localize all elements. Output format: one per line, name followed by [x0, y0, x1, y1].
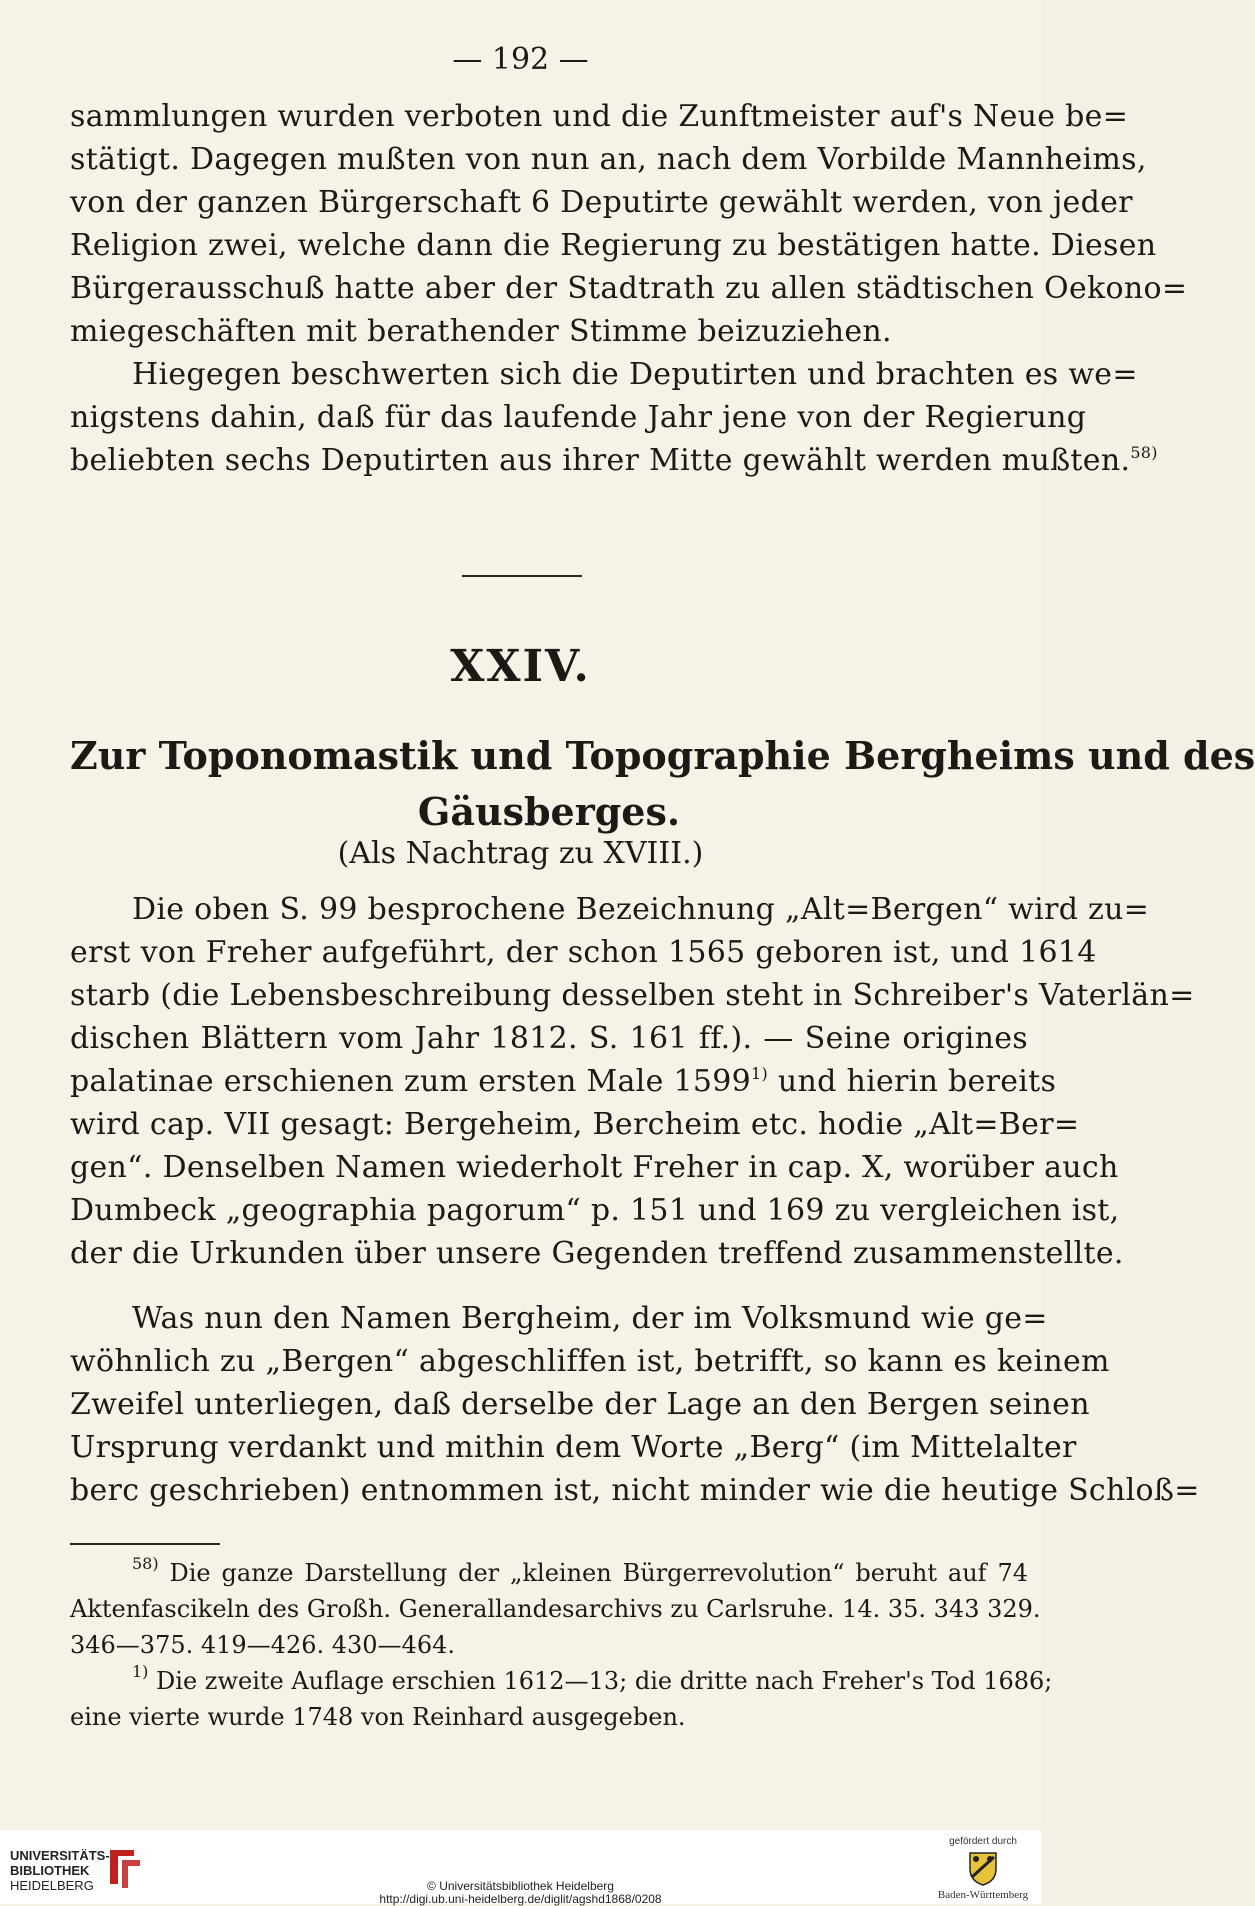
chapter-title-line: Gäusberges.: [417, 789, 681, 834]
library-name-line: BIBLIOTHEK: [10, 1863, 90, 1878]
text-line: Zweifel unterliegen, daß derselbe der Lage an den Bergen seinen: [70, 1387, 1090, 1422]
text-line: wöhnlich zu „Bergen“ abgeschliffen ist, betrifft, so kann es keinem: [70, 1344, 1110, 1379]
text-line: dischen Blättern vom Jahr 1812. S. 161 ff.). — Seine origines: [70, 1021, 1028, 1056]
footnote-mark: 1): [751, 1064, 769, 1083]
footnote-divider: [70, 1543, 220, 1545]
chapter-subtitle: (Als Nachtrag zu XVIII.): [337, 836, 704, 871]
text-line: Die oben S. 99 besprochene Bezeichnung „Alt=Bergen“ wird zu=: [132, 892, 1150, 927]
text-line: wird cap. VII gesagt: Bergeheim, Bercheim etc. hodie „Alt=Ber=: [70, 1107, 1080, 1142]
footnote-line: 346—375. 419—426. 430—464.: [70, 1631, 455, 1659]
footnote-mark: 1): [132, 1662, 149, 1681]
text-line: miegeschäften mit berathender Stimme beizuziehen.: [70, 314, 892, 349]
chapter-number: XXIV.: [450, 641, 591, 692]
copyright-notice: [0, 1880, 1041, 1906]
text-line: von der ganzen Bürgerschaft 6 Deputirte gewählt werden, von jeder: [70, 185, 1133, 220]
text-line: der die Urkunden über unsere Gegenden treffend zusammenstellte.: [70, 1236, 1124, 1271]
sponsor-block: [933, 1836, 1033, 1901]
text-line: [70, 439, 1158, 482]
copyright-text: © Universitätsbibliothek Heidelberg: [427, 1879, 614, 1893]
paragraph-4: [70, 1297, 1200, 1512]
text-line: Bürgerausschuß hatte aber der Stadtrath zu allen städtischen Oekono=: [70, 271, 1188, 306]
text-line: gen“. Denselben Namen wiederholt Freher in cap. X, worüber auch: [70, 1150, 1119, 1185]
page-number: — 192 —: [452, 42, 589, 77]
text-line: starb (die Lebensbeschreibung desselben steht in Schreiber's Vaterlän=: [70, 978, 1195, 1013]
text-span: und hierin bereits: [768, 1064, 1057, 1099]
chapter-title-line: Zur Toponomastik und Topographie Bergheims und des: [70, 733, 1255, 778]
section-divider: [462, 575, 582, 577]
text-span: beliebten sechs Deputirten aus ihrer Mitte gewählt werden mußten.: [70, 443, 1131, 478]
sponsor-state: Baden-Württemberg: [937, 1889, 1029, 1901]
footnote-line: Aktenfascikeln des Großh. Generallandesarchivs zu Carlsruhe. 14. 35. 343 329.: [70, 1595, 1041, 1623]
paragraph-1: [70, 95, 1188, 353]
text-span: Die ganze Darstellung der „kleinen Bürgerrevolution“ beruht auf 74: [158, 1559, 1028, 1587]
footnote-mark: 58): [132, 1554, 159, 1573]
paragraph-2: [70, 353, 1158, 482]
footer-bar: [0, 1830, 1041, 1904]
text-line: berc geschrieben) entnommen ist, nicht minder wie die heutige Schloß=: [70, 1473, 1200, 1508]
footnote-line: [70, 1662, 1053, 1699]
text-line: nigstens dahin, daß für das laufende Jahr jene von der Regierung: [70, 400, 1087, 435]
permalink[interactable]: http://digi.ub.uni-heidelberg.de/diglit/agshd1868/0208: [379, 1892, 662, 1906]
text-line: erst von Freher aufgeführt, der schon 1565 geboren ist, und 1614: [70, 935, 1097, 970]
text-line: Ursprung verdankt und mithin dem Worte „Berg“ (im Mittelalter: [70, 1430, 1077, 1465]
text-line: Religion zwei, welche dann die Regierung zu bestätigen hatte. Diesen: [70, 228, 1157, 263]
text-span: Die zweite Auflage erschien 1612—13; die dritte nach Freher's Tod 1686;: [148, 1667, 1053, 1695]
footnote-mark: 58): [1130, 443, 1158, 462]
sponsor-label: gefördert durch: [949, 1836, 1017, 1847]
text-line: stätigt. Dagegen mußten von nun an, nach dem Vorbilde Mannheims,: [70, 142, 1147, 177]
footnote-line: [70, 1555, 1028, 1591]
library-name-line: UNIVERSITÄTS-: [10, 1848, 110, 1863]
paragraph-3: [70, 888, 1195, 1275]
text-span: palatinae erschienen zum ersten Male 1599: [70, 1064, 752, 1099]
library-name-line: HEIDELBERG: [10, 1878, 94, 1893]
text-line: Was nun den Namen Bergheim, der im Volksmund wie ge=: [132, 1301, 1048, 1336]
text-line: sammlungen wurden verboten und die Zunftmeister auf's Neue be=: [70, 99, 1129, 134]
text-line: Dumbeck „geographia pagorum“ p. 151 und 169 zu vergleichen ist,: [70, 1193, 1120, 1228]
chapter-title: [70, 728, 1255, 840]
footnotes: [70, 1554, 1053, 1735]
coat-of-arms-icon: [966, 1849, 1000, 1887]
footnote-line: eine vierte wurde 1748 von Reinhard ausgegeben.: [70, 1703, 686, 1731]
text-line: Hiegegen beschwerten sich die Deputirten und brachten es we=: [132, 357, 1138, 392]
text-line: [70, 1060, 1057, 1103]
